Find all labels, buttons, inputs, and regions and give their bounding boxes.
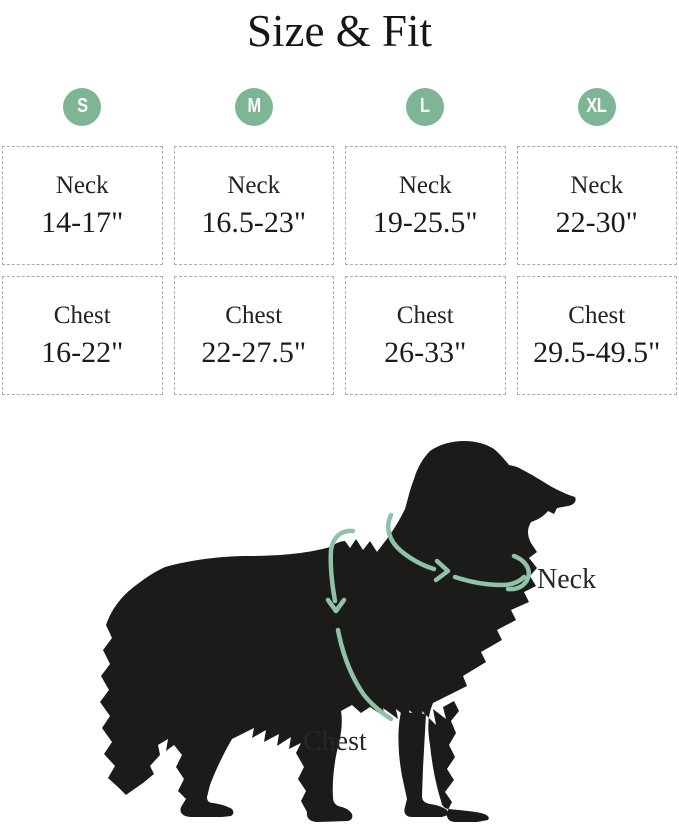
chest-cell-xl — [517, 276, 678, 395]
size-badge-l-label: L — [420, 95, 431, 118]
chest-label: Chest — [396, 301, 454, 329]
chest-label: Chest — [225, 301, 283, 329]
neck-label: Neck — [398, 171, 452, 199]
badge-cell-l — [345, 88, 506, 126]
chest-value: 16-22" — [41, 335, 124, 369]
chest-cell-m — [174, 276, 335, 395]
neck-cell-s — [2, 146, 163, 265]
measurement-diagram — [0, 404, 679, 824]
badge-cell-xl — [517, 88, 678, 126]
size-badge-m — [235, 88, 273, 126]
neck-label: Neck — [570, 171, 624, 199]
chest-value: 29.5-49.5" — [533, 335, 661, 369]
chest-label: Chest — [568, 301, 626, 329]
size-badge-s-label: S — [76, 95, 88, 118]
neck-cell-l — [345, 146, 506, 265]
chest-cell-s — [2, 276, 163, 395]
neck-value: 19-25.5" — [372, 205, 478, 239]
size-badge-m-label: M — [247, 95, 261, 118]
size-fit-infographic — [0, 6, 679, 830]
size-badge-row — [0, 88, 679, 126]
size-badge-xl-label: XL — [586, 95, 607, 118]
badge-cell-s — [2, 88, 163, 126]
chest-value: 26-33" — [384, 335, 467, 369]
size-badge-xl — [578, 88, 616, 126]
chest-cell-l — [345, 276, 506, 395]
neck-cell-xl — [517, 146, 678, 265]
chest-value: 22-27.5" — [201, 335, 307, 369]
size-badge-s — [63, 88, 101, 126]
badge-cell-m — [174, 88, 335, 126]
page-title: Size & Fit — [246, 6, 432, 56]
neck-value: 16.5-23" — [201, 205, 307, 239]
chest-label: Chest — [53, 301, 111, 329]
neck-value: 14-17" — [41, 205, 124, 239]
size-table — [0, 146, 679, 395]
neck-diagram-label: Neck — [537, 563, 597, 595]
dog-measure-illustration — [0, 404, 679, 824]
size-badge-l — [406, 88, 444, 126]
neck-label: Neck — [55, 171, 109, 199]
chest-diagram-label: Chest — [303, 725, 367, 757]
neck-label: Neck — [227, 171, 281, 199]
neck-value: 22-30" — [555, 205, 638, 239]
neck-cell-m — [174, 146, 335, 265]
